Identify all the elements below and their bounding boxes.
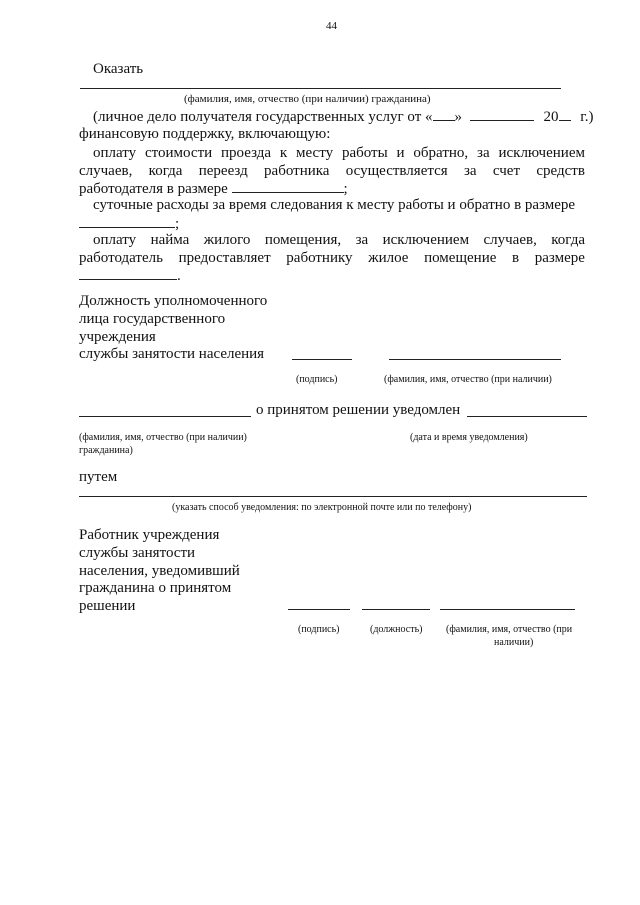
notified-citizen-caption-2: гражданина) bbox=[79, 445, 133, 456]
word: обратно, bbox=[413, 145, 469, 161]
word: когда bbox=[551, 232, 585, 248]
word: счет bbox=[492, 163, 521, 179]
citizen-fio-line bbox=[80, 88, 561, 89]
housing-para-line1 bbox=[93, 232, 585, 249]
word: исключением bbox=[498, 145, 585, 161]
employee-position-line bbox=[362, 609, 430, 610]
official-signature-caption: (подпись) bbox=[296, 374, 338, 385]
daily-amount-blank bbox=[79, 215, 175, 228]
word: исключением bbox=[382, 232, 470, 248]
official-line-2: лица государственного bbox=[79, 311, 226, 327]
housing-para-line2 bbox=[79, 250, 585, 267]
travel-amount-blank bbox=[232, 180, 344, 193]
word: помещения, bbox=[264, 232, 342, 248]
word: и bbox=[396, 145, 405, 161]
punct: . bbox=[177, 268, 181, 284]
word: найма bbox=[150, 232, 190, 248]
year-prefix: 20 bbox=[543, 109, 559, 125]
word: в bbox=[512, 250, 520, 266]
word: когда bbox=[148, 163, 183, 179]
personal-file-suffix: г.) bbox=[580, 109, 594, 125]
employee-line-2: службы занятости bbox=[79, 545, 196, 561]
offer-label: Оказать bbox=[93, 61, 144, 77]
word: работника bbox=[264, 163, 330, 179]
support-intro: финансовую поддержку, включающую: bbox=[79, 126, 331, 142]
travel-para-line2 bbox=[79, 163, 585, 180]
year-blank bbox=[559, 108, 571, 121]
word: помещение bbox=[424, 250, 497, 266]
word: оплату bbox=[93, 145, 137, 161]
employee-fio-caption-1: (фамилия, имя, отчество (при bbox=[446, 624, 573, 635]
official-line-3: учреждения bbox=[79, 329, 156, 345]
word: случаев, bbox=[79, 163, 133, 179]
personal-file-line bbox=[93, 108, 594, 126]
official-fio-caption: (фамилия, имя, отчество (при наличии) bbox=[384, 374, 552, 385]
official-fio-line bbox=[389, 359, 561, 360]
word: за bbox=[463, 163, 477, 179]
word: оплату bbox=[93, 232, 137, 248]
employee-line-3: населения, уведомивший bbox=[79, 563, 240, 579]
word: работы bbox=[341, 145, 388, 161]
employee-fio-caption-2: наличии) bbox=[494, 637, 534, 648]
word: к bbox=[279, 145, 288, 161]
word: работодатель bbox=[79, 250, 163, 266]
word: стоимости bbox=[145, 145, 213, 161]
page-number: 44 bbox=[326, 20, 337, 32]
word: переезд bbox=[198, 163, 248, 179]
day-blank bbox=[433, 108, 455, 121]
official-line-1: Должность уполномоченного bbox=[79, 293, 268, 309]
word: проезда bbox=[221, 145, 272, 161]
notification-datetime-caption: (дата и время уведомления) bbox=[410, 432, 528, 443]
word: за bbox=[355, 232, 369, 248]
notified-citizen-line bbox=[79, 416, 251, 417]
word: осуществляется bbox=[345, 163, 448, 179]
personal-file-prefix: (личное дело получателя государственных услуг от « bbox=[93, 109, 433, 125]
housing-amount-blank bbox=[79, 267, 177, 280]
travel-amount-label: работодателя в размере bbox=[79, 181, 228, 197]
word: работнику bbox=[286, 250, 353, 266]
daily-para-line2 bbox=[79, 215, 179, 233]
employee-line-4: гражданина о принятом bbox=[79, 580, 232, 596]
word: месту bbox=[296, 145, 334, 161]
notification-datetime-line bbox=[467, 416, 587, 417]
word: случаев, bbox=[483, 232, 537, 248]
month-blank bbox=[470, 108, 534, 121]
personal-file-mid: » bbox=[454, 109, 463, 125]
travel-para-line1 bbox=[93, 145, 585, 162]
word: жилое bbox=[368, 250, 409, 266]
notification-text: о принятом решении уведомлен bbox=[256, 402, 461, 418]
punct: ; bbox=[175, 216, 180, 232]
travel-para-line3 bbox=[79, 180, 348, 198]
employee-line-1: Работник учреждения bbox=[79, 527, 220, 543]
word: за bbox=[477, 145, 490, 161]
daily-para-line1: суточные расходы за время следования к месту работы и обратно в размере bbox=[93, 197, 576, 213]
word: размере bbox=[534, 250, 585, 266]
official-signature-line bbox=[292, 359, 352, 360]
word: жилого bbox=[203, 232, 251, 248]
employee-signature-line bbox=[288, 609, 350, 610]
notified-citizen-caption-1: (фамилия, имя, отчество (при наличии) bbox=[79, 432, 247, 443]
word: средств bbox=[536, 163, 585, 179]
method-label: путем bbox=[79, 469, 118, 485]
employee-position-caption: (должность) bbox=[370, 624, 423, 635]
method-line bbox=[79, 496, 587, 497]
punct: ; bbox=[343, 181, 348, 197]
housing-para-line3 bbox=[79, 267, 181, 285]
word: предоставляет bbox=[178, 250, 271, 266]
citizen-fio-caption: (фамилия, имя, отчество (при наличии) гражданина) bbox=[184, 93, 431, 105]
employee-line-5: решении bbox=[79, 598, 136, 614]
method-caption: (указать способ уведомления: по электронной почте или по телефону) bbox=[172, 502, 472, 513]
employee-signature-caption: (подпись) bbox=[298, 624, 340, 635]
employee-fio-line bbox=[440, 609, 575, 610]
official-line-4: службы занятости населения bbox=[79, 346, 265, 362]
